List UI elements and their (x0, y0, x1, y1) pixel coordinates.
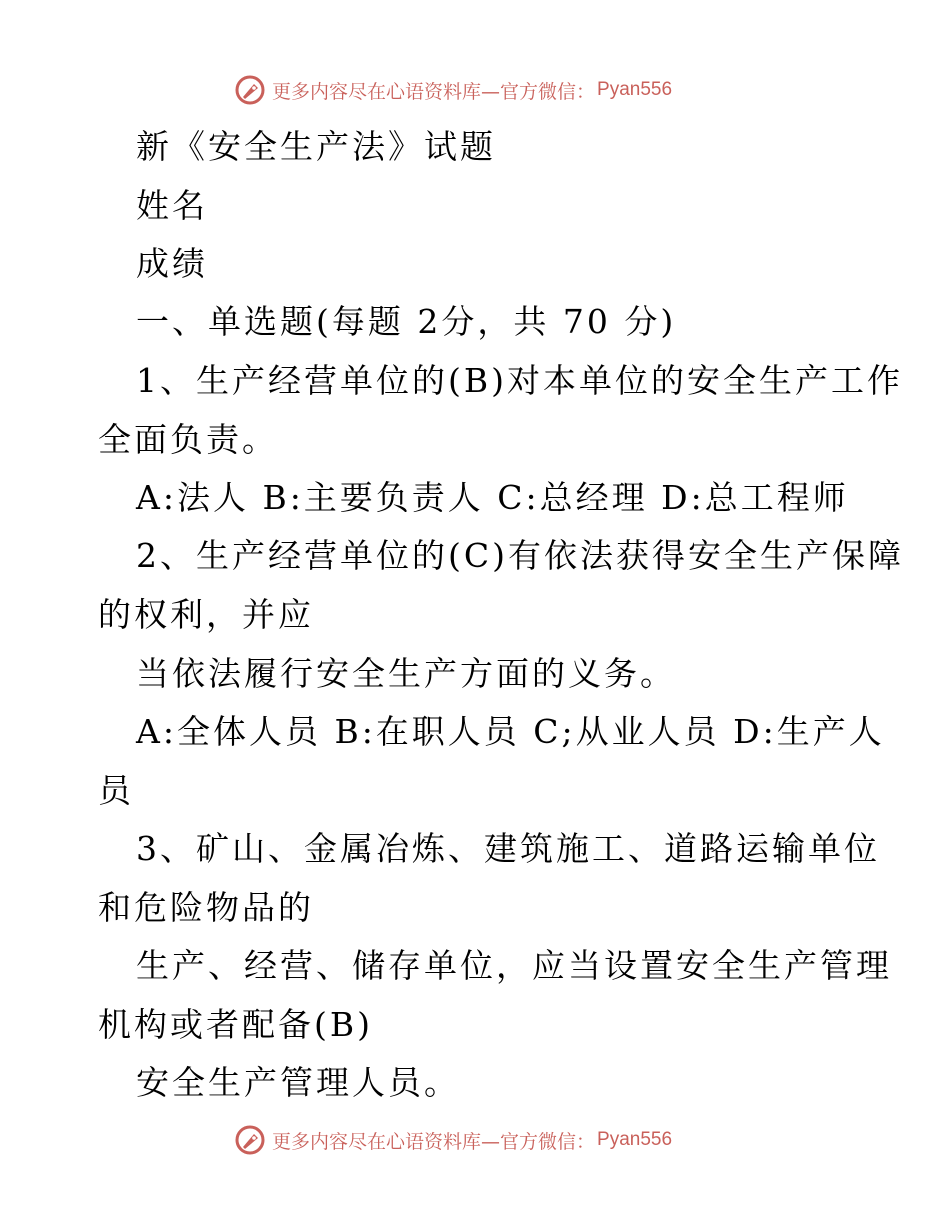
question-3-text: 3、矿山、金属冶炼、建筑施工、道路运输单位 (136, 829, 880, 868)
header-watermark-banner (234, 73, 672, 107)
pen-nib-logo-icon (234, 74, 266, 106)
footer-watermark-banner (234, 1123, 672, 1157)
question-2-text-continued-2: 当依法履行安全生产方面的义务。 (136, 654, 676, 693)
banner-slogan: 更多内容尽在心语资料库—官方微信： (272, 1130, 596, 1153)
section-heading: 一、单选题(每题 2分，共 70 分) (136, 302, 677, 341)
question-1-text-continued: 全面负责。 (98, 420, 278, 459)
banner-slogan: 更多内容尽在心语资料库—官方微信： (272, 80, 596, 103)
score-label: 成绩 (136, 244, 208, 283)
question-2-text: 2、生产经营单位的(C)有依法获得安全生产保障 (136, 536, 904, 575)
banner-wechat-id: Pyan556 (597, 1129, 673, 1150)
banner-wechat-id: Pyan556 (597, 79, 673, 100)
question-1-options: A:法人 B:主要负责人 C:总经理 D:总工程师 (136, 478, 849, 517)
question-2-text-continued: 的权利，并应 (98, 595, 314, 634)
name-label: 姓名 (136, 186, 208, 225)
document-title: 新《安全生产法》试题 (136, 127, 496, 166)
question-3-text-continued-4: 安全生产管理人员。 (136, 1063, 460, 1102)
question-3-text-continued-3: 机构或者配备(B) (98, 1005, 373, 1044)
question-2-options-continued: 员 (98, 771, 134, 810)
pen-nib-logo-icon (234, 1124, 266, 1156)
question-2-options: A:全体人员 B:在职人员 C;从业人员 D:生产人 (136, 712, 885, 751)
question-3-text-continued-2: 生产、经营、储存单位，应当设置安全生产管理 (136, 946, 892, 985)
question-3-text-continued: 和危险物品的 (98, 888, 314, 927)
question-1-text: 1、生产经营单位的(B)对本单位的安全生产工作 (136, 361, 903, 400)
